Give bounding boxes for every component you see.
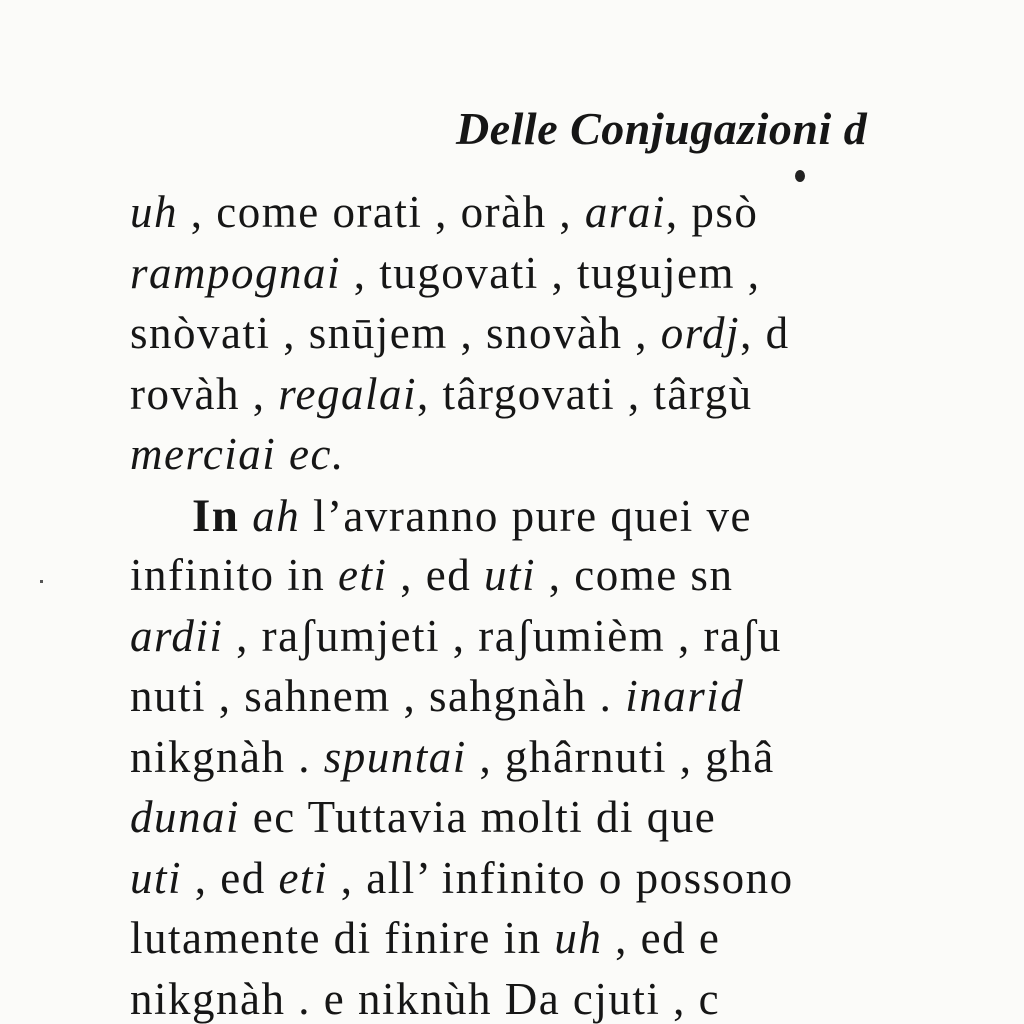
italic-word: ah: [252, 490, 301, 541]
italic-word: arai: [584, 187, 666, 237]
text-run: nuti , sahnem , sahgnàh .: [130, 671, 626, 721]
italic-word: merciai ec.: [130, 429, 345, 479]
text-line: [192, 489, 753, 542]
italic-word: eti: [338, 550, 388, 600]
italic-word: uti: [130, 852, 183, 903]
text-run: , ed: [387, 550, 484, 600]
text-run: , all’ infinito o possono: [327, 852, 794, 903]
text-line: [130, 368, 753, 419]
text-run: , târgovati , târgù: [417, 368, 753, 419]
italic-word: uh: [554, 913, 603, 963]
text-run: , d: [740, 308, 790, 358]
italic-word: inarid: [625, 671, 745, 721]
text-run: , psò: [665, 187, 759, 237]
text-run: , ghârnuti , ghâ: [466, 731, 775, 782]
text-line: [130, 550, 734, 600]
text-line: [130, 671, 745, 721]
text-line: [130, 913, 721, 963]
text-run: rovàh ,: [130, 368, 279, 419]
text-line: [130, 852, 794, 903]
text-run: snòvati , snūjem , snovàh ,: [130, 308, 661, 358]
text-line: [130, 247, 761, 298]
margin-mark: [40, 580, 43, 583]
italic-word: dunai: [130, 792, 241, 842]
text-run: nikgnàh .: [130, 731, 324, 782]
italic-word: regalai: [278, 368, 418, 419]
text-run: In: [192, 489, 240, 542]
text-run: , ed e: [602, 913, 721, 963]
text-line: [130, 973, 721, 1024]
text-line: [130, 610, 782, 661]
text-run: , ed: [182, 852, 279, 903]
text-line: [130, 731, 775, 782]
italic-word: uti: [483, 550, 536, 600]
italic-word: ardii: [130, 610, 224, 661]
italic-word: rampognai: [130, 247, 342, 298]
text-line: [130, 187, 759, 237]
text-line: [130, 792, 717, 842]
italic-word: spuntai: [323, 731, 467, 782]
text-run: , come orati , oràh ,: [178, 187, 585, 237]
text-run: , come sn: [535, 550, 734, 600]
text-run: , tugovati , tugujem ,: [341, 247, 761, 298]
text-run: nikgnàh . e niknùh Da cjuti , c: [130, 973, 721, 1024]
italic-word: eti: [278, 852, 328, 903]
text-line: [130, 429, 345, 479]
text-run: [239, 491, 252, 541]
text-run: , raʃumjeti , raʃumièm , raʃu: [223, 610, 782, 661]
italic-word: ordj: [660, 308, 741, 358]
text-line: [130, 308, 790, 358]
text-run: ec Tuttavia molti di que: [240, 792, 717, 842]
text-run: lutamente di finire in: [130, 913, 555, 963]
ink-speck: [795, 170, 805, 182]
running-header: Delle Conjugazioni d: [456, 103, 868, 154]
text-run: l’avranno pure quei ve: [300, 490, 753, 541]
italic-word: uh: [130, 187, 178, 237]
text-run: infinito in: [130, 550, 338, 600]
